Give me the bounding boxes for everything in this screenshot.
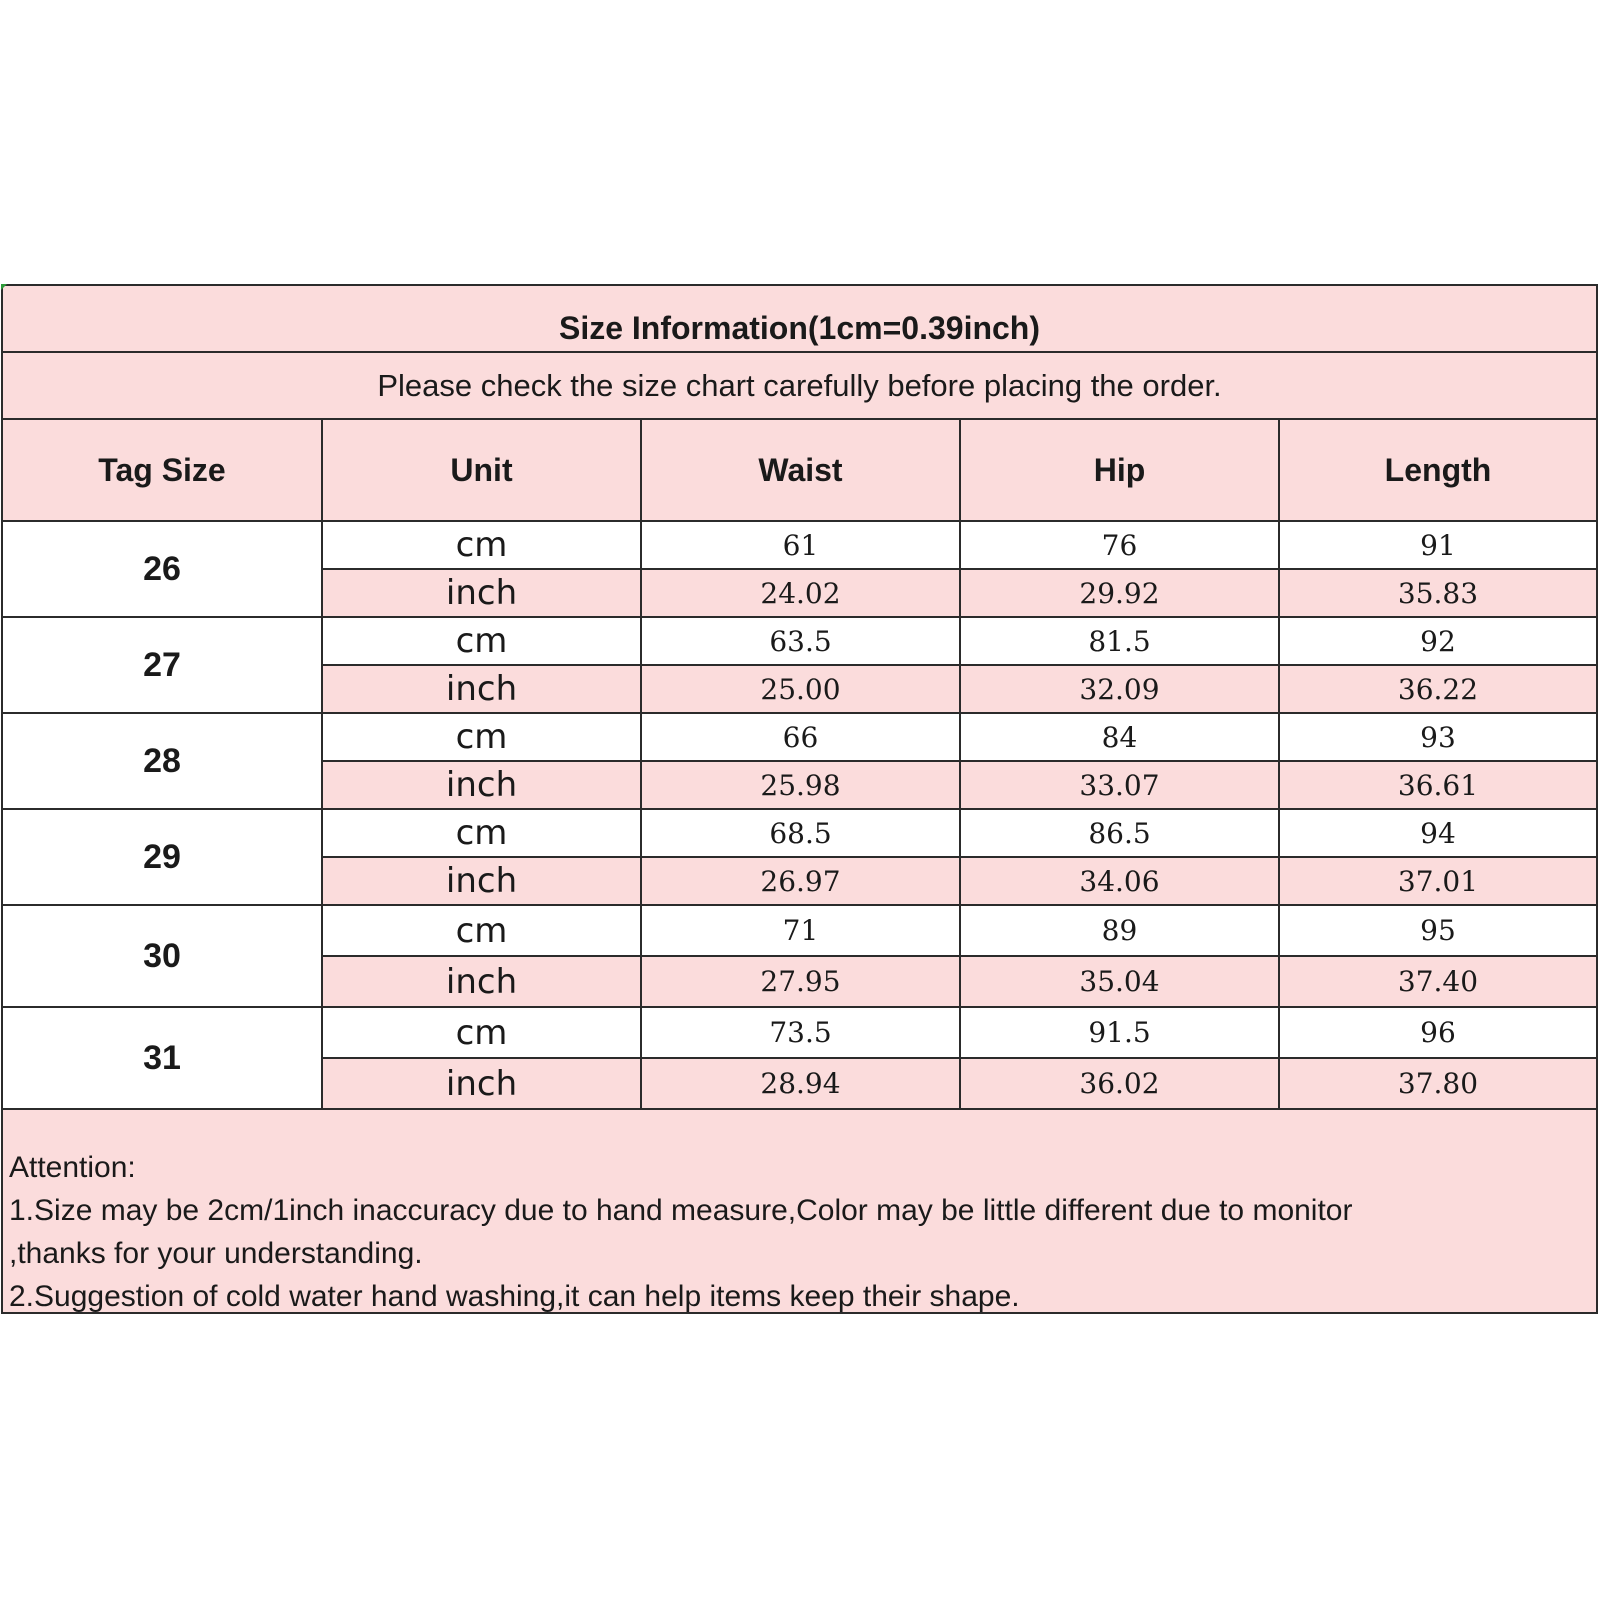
hip-cell: 81.5: [960, 617, 1279, 665]
unit-cell: inch: [322, 761, 641, 809]
waist-cell: 66: [641, 713, 960, 761]
unit-cell: cm: [322, 617, 641, 665]
unit-cell: inch: [322, 665, 641, 713]
unit-cell: cm: [322, 521, 641, 569]
size-chart: [1, 284, 1598, 1314]
hip-cell: 89: [960, 905, 1279, 956]
length-cell: 36.61: [1279, 761, 1596, 809]
hip-cell: 33.07: [960, 761, 1279, 809]
hip-cell: 32.09: [960, 665, 1279, 713]
unit-cell: cm: [322, 713, 641, 761]
chart-title-text: Size Information(1cm=0.39inch): [558, 310, 1040, 346]
length-cell: 91: [1279, 521, 1596, 569]
waist-cell: 73.5: [641, 1007, 960, 1058]
size-group-29: [3, 809, 1596, 905]
waist-cell: 27.95: [641, 956, 960, 1007]
table-row: [3, 809, 1596, 857]
waist-cell: 25.98: [641, 761, 960, 809]
size-group-27: [3, 617, 1596, 713]
tag-size-cell: 27: [3, 617, 322, 713]
chart-subtitle-text: Please check the size chart carefully before placing the order.: [377, 367, 1222, 403]
size-group-28: [3, 713, 1596, 809]
waist-cell: 25.00: [641, 665, 960, 713]
chart-title: [3, 286, 1596, 353]
header-unit: Unit: [322, 420, 641, 521]
chart-subtitle: [3, 353, 1596, 420]
table-row: [3, 713, 1596, 761]
hip-cell: 29.92: [960, 569, 1279, 617]
hip-cell: 86.5: [960, 809, 1279, 857]
tag-size-cell: 28: [3, 713, 322, 809]
unit-cell: inch: [322, 569, 641, 617]
unit-cell: inch: [322, 857, 641, 905]
attention-notes: [3, 1112, 1596, 1312]
waist-cell: 26.97: [641, 857, 960, 905]
waist-cell: 63.5: [641, 617, 960, 665]
tag-size-cell: 29: [3, 809, 322, 905]
waist-cell: 28.94: [641, 1058, 960, 1109]
unit-cell: cm: [322, 809, 641, 857]
hip-cell: 76: [960, 521, 1279, 569]
waist-cell: 24.02: [641, 569, 960, 617]
table-row: [3, 521, 1596, 569]
length-cell: 94: [1279, 809, 1596, 857]
size-group-31: [3, 1007, 1596, 1109]
hip-cell: 36.02: [960, 1058, 1279, 1109]
waist-cell: 68.5: [641, 809, 960, 857]
header-hip: Hip: [960, 420, 1279, 521]
unit-cell: inch: [322, 956, 641, 1007]
hip-cell: 91.5: [960, 1007, 1279, 1058]
length-cell: 35.83: [1279, 569, 1596, 617]
length-cell: 96: [1279, 1007, 1596, 1058]
table-row: [3, 617, 1596, 665]
size-group-26: [3, 521, 1596, 617]
header-length: Length: [1279, 420, 1596, 521]
tag-size-cell: 30: [3, 905, 322, 1007]
attention-line-1: 1.Size may be 2cm/1inch inaccuracy due to hand measure,Color may be little different due to monitor: [9, 1194, 1353, 1227]
hip-cell: 35.04: [960, 956, 1279, 1007]
size-group-30: [3, 905, 1596, 1007]
length-cell: 93: [1279, 713, 1596, 761]
size-table: [3, 420, 1596, 1110]
hip-cell: 34.06: [960, 857, 1279, 905]
table-row: [3, 905, 1596, 956]
length-cell: 95: [1279, 905, 1596, 956]
hip-cell: 84: [960, 713, 1279, 761]
attention-heading: Attention:: [9, 1151, 136, 1184]
unit-cell: inch: [322, 1058, 641, 1109]
length-cell: 36.22: [1279, 665, 1596, 713]
tag-size-cell: 31: [3, 1007, 322, 1109]
length-cell: 37.01: [1279, 857, 1596, 905]
table-header-row: [3, 420, 1596, 521]
length-cell: 92: [1279, 617, 1596, 665]
unit-cell: cm: [322, 905, 641, 956]
attention-line-2: ,thanks for your understanding.: [9, 1237, 423, 1270]
waist-cell: 71: [641, 905, 960, 956]
length-cell: 37.40: [1279, 956, 1596, 1007]
header-tag-size: Tag Size: [3, 420, 322, 521]
waist-cell: 61: [641, 521, 960, 569]
table-row: [3, 1007, 1596, 1058]
unit-cell: cm: [322, 1007, 641, 1058]
tag-size-cell: 26: [3, 521, 322, 617]
attention-line-3: 2.Suggestion of cold water hand washing,it can help items keep their shape.: [9, 1280, 1020, 1313]
header-waist: Waist: [641, 420, 960, 521]
length-cell: 37.80: [1279, 1058, 1596, 1109]
